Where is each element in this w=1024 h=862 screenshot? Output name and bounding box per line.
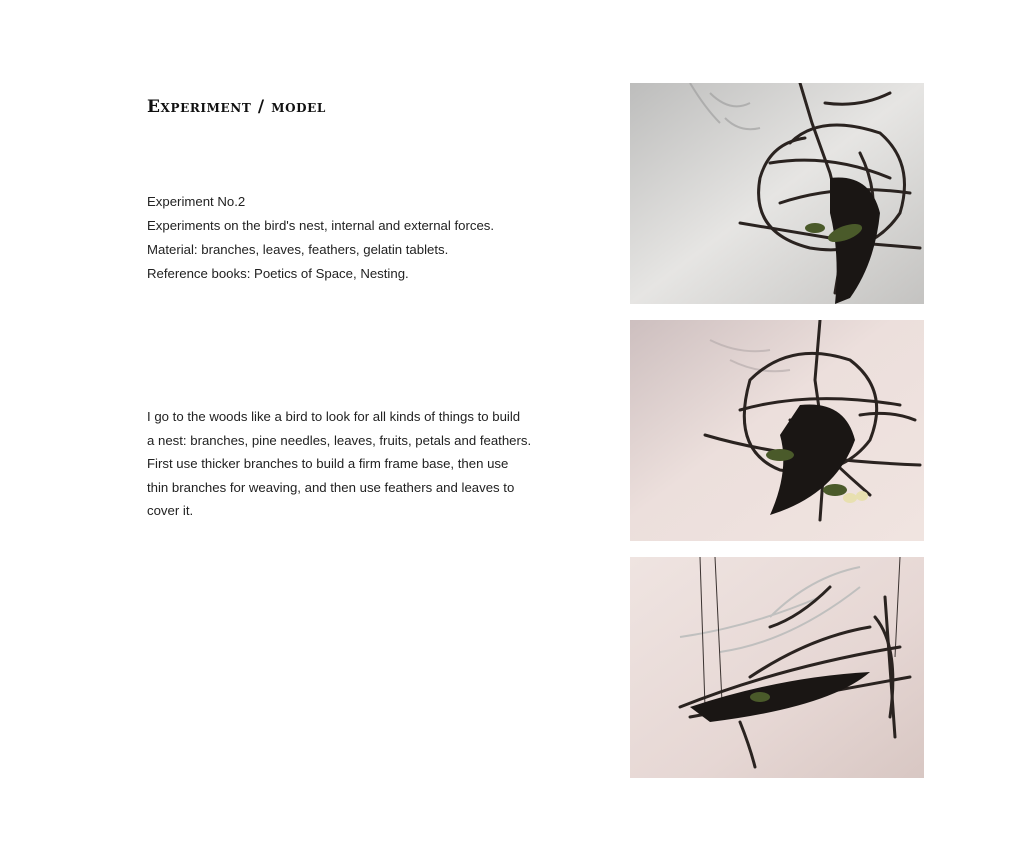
description-line: cover it. xyxy=(147,503,194,518)
experiment-material: Material: branches, leaves, feathers, gelatin tablets. xyxy=(147,242,449,257)
page-title: Experiment / model xyxy=(147,97,326,117)
experiment-references: Reference books: Poetics of Space, Nesting. xyxy=(147,266,409,281)
description-line: a nest: branches, pine needles, leaves, fruits, petals and feathers. xyxy=(147,432,532,448)
description-line: thin branches for weaving, and then use feathers and leaves to xyxy=(147,479,515,495)
nest-photo-3 xyxy=(630,557,924,778)
description-paragraph xyxy=(147,405,552,523)
description-line: First use thicker branches to build a firm frame base, then use xyxy=(147,456,509,471)
nest-photo-1 xyxy=(630,83,924,304)
experiment-subject: Experiments on the bird's nest, internal and external forces. xyxy=(147,218,495,233)
description-line: I go to the woods like a bird to look for all kinds of things to build xyxy=(147,409,521,424)
experiment-number: Experiment No.2 xyxy=(147,194,246,209)
experiment-info xyxy=(147,190,547,286)
nest-photo-2 xyxy=(630,320,924,541)
